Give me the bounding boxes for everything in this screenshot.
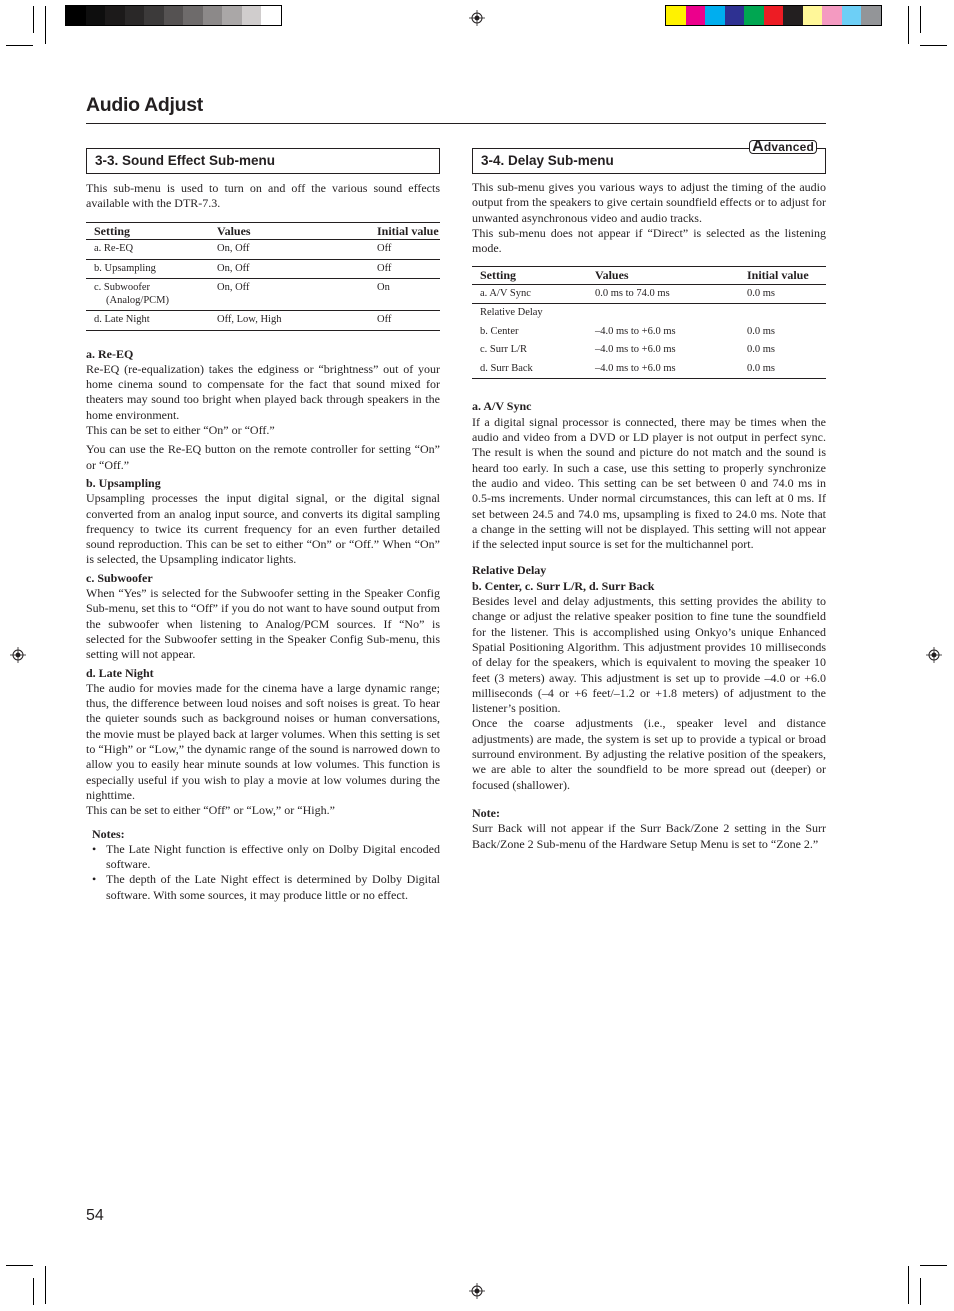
color-swatch [164,6,184,25]
crop-mark [920,6,921,33]
relative-delay-text: Besides level and delay adjustments, this setting provides the ability to change or adjust the relative speaker position to fine tune the soundfield for the listener. This is accomplished using Onkyo’s unique Enhanced Spatial Positioning Algorithm. This adjustment provides 10 milliseconds of delay for the speakers, which is equivalent to moving the speaker 10 feet (3 meters) away. This adjustment is set up to provide –4.0 or +6.0 milliseconds (–4 or +6 feet/–1.2 or +1.8 meters) of adjustment to the listener’s position. [472,594,826,716]
table-header: Values [209,222,369,240]
initial-cell: 0.0 ms [747,344,776,356]
reeq-text: This can be set to either “On” or “Off.” [86,423,275,438]
avsync-heading: a. A/V Sync [472,399,532,414]
subwoofer-text: When “Yes” is selected for the Subwoofer setting in the Speaker Config Sub-menu, set this to “Off” if you do not want to have sound output from the subwoofer when listening to Analog/PCM sources. If “No” is selected for the Subwoofer setting in the Speaker Config Sub-menu, this setting will not appear. [86,586,440,662]
table-header: Values [587,267,739,285]
group-label-cell: Relative Delay [480,307,543,319]
table-header: Initial value [369,222,440,240]
color-swatch [242,6,262,25]
setting-cell: a. Re-EQ [86,240,209,260]
table-row [86,259,440,279]
table-row [86,240,440,260]
note-item: • The depth of the Late Night effect is determined by Dolby Digital software. With some sources, it may produce little or no effect. [106,872,440,903]
color-swatch [222,6,242,25]
values-cell: –4.0 ms to +6.0 ms [595,344,676,356]
color-swatch [105,6,125,25]
setting-cell: c. Surr L/R [480,344,527,356]
color-swatch [705,6,725,25]
table-row [86,311,440,331]
notes-heading: Notes: [92,826,125,841]
upsampling-heading: b. Upsampling [86,475,161,490]
section-title-sound-effect: 3-3. Sound Effect Sub-menu [86,148,440,174]
color-swatch [725,6,745,25]
values-cell: On, Off [209,240,369,260]
crop-mark [6,1265,33,1266]
setting-cell: b. Center [480,325,519,337]
table-row [472,360,826,379]
values-cell: 0.0 ms to 74.0 ms [587,284,739,304]
crop-mark [920,45,947,46]
title-divider [86,123,826,124]
color-swatch [66,6,86,25]
values-cell: On, Off [209,259,369,279]
setting-cell: d. Surr Back [472,360,587,379]
table-header: Setting [472,267,587,285]
crop-mark [908,6,909,44]
crop-mark [45,1266,46,1304]
latenight-text: The audio for movies made for the cinema have a large dynamic range; thus, the difference between loud noises and soft noises is great. To hear the quieter sounds such as background noises or human conversations, the movie must be played back at larger volumes. When this setting is set to “High” or “Low,” the dynamic range of the sound is narrowed down to allow you to easily hear minute sounds at low volumes. This function is especially useful if you wish to play a movie at low volumes during the nighttime. [86,680,440,802]
table-row [472,341,826,360]
initial-cell: 0.0 ms [747,325,776,337]
crop-mark [908,1266,909,1304]
initial-cell: Off [369,311,440,331]
crop-mark [920,1265,947,1266]
delay-settings-table [472,266,826,379]
notes-block [86,827,440,903]
color-swatch [666,6,686,25]
setting-cell: d. Late Night [86,311,209,331]
reeq-heading: a. Re-EQ [86,346,134,361]
color-swatch [764,6,784,25]
color-swatch [861,6,881,25]
relative-delay-heading: Relative Delay [472,563,547,578]
crop-mark [920,1278,921,1305]
delay-column [472,138,826,852]
sound-effect-column [86,148,440,903]
setting-cell: b. Upsampling [86,259,209,279]
page-title: Audio Adjust [86,94,203,116]
values-cell: –4.0 ms to +6.0 ms [587,360,739,379]
table-row [472,284,826,304]
registration-mark-icon [469,1283,485,1299]
crop-mark [33,1278,34,1305]
registration-mark-icon [926,647,942,663]
section-title-delay: 3-4. Delay Sub-menu Advanced [472,148,826,174]
initial-cell: On [369,279,440,311]
color-swatch [686,6,706,25]
note-heading: Note: [472,805,500,820]
color-swatch [203,6,223,25]
values-cell: Off, Low, High [209,311,369,331]
subwoofer-heading: c. Subwoofer [86,570,153,585]
note-item: • The Late Night function is effective only on Dolby Digital encoded software. [106,842,440,873]
color-swatch [842,6,862,25]
latenight-text: This can be set to either “Off” or “Low,” or “High.” [86,803,335,818]
color-calibration-bar [665,5,882,26]
table-row [472,323,826,342]
values-cell: On, Off [209,279,369,311]
registration-mark-icon [469,10,485,26]
crop-mark [33,6,34,33]
note-text: Surr Back will not appear if the Surr Back/Zone 2 setting in the Surr Back/Zone 2 Sub-menu of the Hardware Setup Menu is set to “Zone 2.” [472,821,826,851]
table-header: Initial value [739,267,826,285]
crop-mark [6,45,33,46]
grayscale-calibration-bar [65,5,282,26]
relative-delay-subheading: b. Center, c. Surr L/R, d. Surr Back [472,578,655,593]
table-header: Setting [86,222,209,240]
setting-cell: c. Subwoofer (Analog/PCM) [86,279,209,311]
color-swatch [822,6,842,25]
color-swatch [803,6,823,25]
color-swatch [125,6,145,25]
crop-mark [45,6,46,44]
sound-effect-settings-table [86,222,440,331]
color-swatch [783,6,803,25]
avsync-text: If a digital signal processor is connected, there may be times when the audio and video from a DVD or LD player is not output in perfect sync. The result is when the sound and picture do not match and the sound is heard too early. In such a case, use this setting to properly synchronize the audio and video. This setting can be set between 0 and 74.0 ms in 0.5-ms increments. Under normal circumstances, this can left at 0 ms. If set between 24.5 and 74.0 ms, upsampling is fixed to 24.0 ms. Note that a change in the setting will not be displayed. This setting will not appear if the selected input source is set for the multichannel port. [472,414,826,552]
delay-intro: This sub-menu does not appear if “Direct” is selected as the listening mode. [472,225,826,256]
reeq-text: Re-EQ (re-equalization) takes the edginess or “brightness” out of your home cinema sound to compensate for the fact that sound mixed for theaters may sound too bright when played back through speakers in the home environment. [86,361,440,422]
latenight-heading: d. Late Night [86,665,154,680]
relative-delay-text: Once the coarse adjustments (i.e., speaker level and distance adjustments) are made, the system is set up to provide a typical or broad surround environment. By adjusting the relative position of the speakers, we are able to alter the soundfield to be more spread out (deeper) or focused (shallower). [472,716,826,792]
color-swatch [183,6,203,25]
reeq-text: You can use the Re-EQ button on the remote controller for setting “On” or “Off.” [86,442,440,472]
color-swatch [144,6,164,25]
color-swatch [261,6,281,25]
registration-mark-icon [10,647,26,663]
table-row [472,304,826,323]
upsampling-text: Upsampling processes the input digital signal, or the digital signal converted from an analog input source, and converts its digital sampling frequency to twice its current frequency for an even further detailed sound reproduction. This can be set to either “On” or “Off.” When “On” is selected, the Upsampling indicator lights. [86,491,440,567]
page-number: 54 [86,1207,104,1224]
sound-effect-intro: This sub-menu is used to turn on and off the various sound effects available with the DTR-7.3. [86,181,440,211]
initial-cell: 0.0 ms [739,360,826,379]
values-cell: –4.0 ms to +6.0 ms [595,325,676,337]
initial-cell: Off [369,259,440,279]
table-row [86,279,440,311]
color-swatch [744,6,764,25]
setting-cell: a. A/V Sync [472,284,587,304]
delay-intro: This sub-menu gives you various ways to adjust the timing of the audio output from the speakers to give certain soundfield effects or to adjust for unwanted asynchronous video and audio tracks. [472,180,826,225]
initial-cell: Off [369,240,440,260]
advanced-badge: Advanced [749,140,817,154]
color-swatch [86,6,106,25]
initial-cell: 0.0 ms [739,284,826,304]
